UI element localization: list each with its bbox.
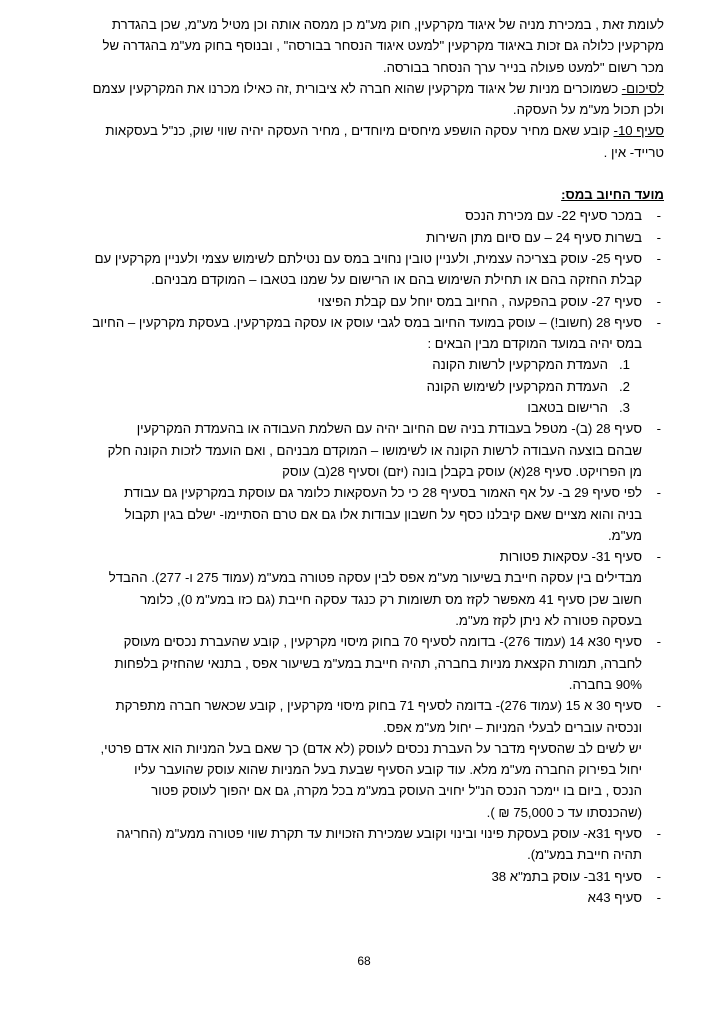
list-item: - סעיף 25- עוסק בצריכה עצמית, ולעניין טובין נחויב במס עם נטילתם לשימוש עצמי ולעניין מקרקעין עם — [64, 248, 664, 269]
text-line: חשוב שכן סעיף 41 מאפשר לקזז מס תשומות רק כנגד עסקה חייבת (גם כזו במע"מ 0), כלומר — [140, 591, 642, 607]
text-line: לחברה, תמורת הקצאת מניות בחברה, תהיה חייבת במע"מ בשיעור אפס , בתנאי שהחזיק בלפחות — [114, 655, 642, 671]
list-item-continuation: במס יהיה במועד המוקדם מבין הבאים : — [427, 336, 642, 352]
text-line: תהיה חייבת במע"מ). — [527, 847, 642, 863]
numbered-item-text: הרישום בטאבו — [527, 400, 608, 416]
text-line: 90% בחברה. — [568, 676, 642, 692]
summary-paragraph — [64, 78, 664, 99]
sub-item-31 — [64, 546, 664, 631]
text-line: מן הפרויקט. סעיף 28(א) עוסק בקבלן בונה (יזם) וסעיף 28(ב) עוסק — [282, 463, 642, 479]
text-line: שבהם בוצעה העבודה לרשות הקונה או לשימושו – המוקדם מבניהם , ואם הועמד לזכות הקונה חלק — [107, 442, 642, 458]
numbered-item — [64, 376, 664, 397]
section10-label: סעיף 10- — [613, 123, 664, 139]
text-line: - לפי סעיף 29 ב- על אף האמור בסעיף 28 כי כל העסקאות כלומר גם עוסקת במקרקעין גם עבודת — [124, 485, 642, 501]
page-content — [64, 14, 664, 908]
numbered-item — [64, 354, 664, 375]
list-item-continuation: קבלת החזקה בהם או תחילת השימוש בהם או הרישום על שמנו בטאבו – המוקדם מבניהם. — [151, 272, 642, 288]
text-line: בניה והוא מציים שאם קיבלנו כסף על חשבון עבודות אלו גם אם טרם הסתיימו- ישלם בגין תקבול — [124, 506, 642, 522]
section10-text-1: קובע שאם מחיר עסקה הושפע מיחסים מיוחדים , מחיר העסקה יהיה שווי שוק, כנ"ל בעסקאות — [105, 123, 614, 139]
numbered-item-text: העמדת המקרקעין לרשות הקונה — [432, 357, 608, 373]
text-line: בעסקה פטורה לא ניתן לקזז מע"מ. — [455, 613, 642, 629]
text-line: ונכסיה עוברים לבעלי המניות – יחול מע"מ אפס. — [383, 719, 642, 735]
text-line: - סעיף 31- עסקאות פטורות — [499, 549, 642, 565]
sub-item-28b — [64, 418, 664, 482]
intro-line-2: מקרקעין כלולה גם זכות באיגוד מקרקעין "למעט איגוד הנסחר בבורסה" , ובנוסף בחוק מע"מ בהגדרה של — [102, 38, 664, 54]
summary-text-1: כשמוכרים מניות של איגוד מקרקעין שהוא חברה לא ציבורית ,זה כאילו מכרנו את המקרקעין עצמם — [92, 80, 622, 96]
sub-item-30a15 — [64, 695, 664, 823]
sub-item-43a: - סעיף 43א — [64, 887, 664, 908]
text-line: הנכס , ביום בו יימכר הנכס הנ"ל יחויב העוסק במע"מ בכל מקרה, גם אם יהפוך לעוסק פטור — [151, 783, 642, 799]
sub-item-31b: - סעיף 31ב- עוסק בתמ"א 38 — [64, 866, 664, 887]
summary-label: לסיכום- — [621, 80, 664, 96]
numbered-item-number: 3. — [618, 400, 630, 416]
list-item: - במכר סעיף 22- עם מכירת הנכס — [64, 205, 664, 226]
text-line: יחול בפירוק החברה מע"מ מלא. עוד קובע הסעיף שבעת בעל המניות שהוא עוסק שהועבר עליו — [134, 762, 642, 778]
list-item: - בשרות סעיף 24 – עם סיום מתן השירות — [64, 227, 664, 248]
summary-text-2: ולכן תכול מע"מ על העסקה. — [512, 102, 664, 118]
page-number: 68 — [357, 954, 371, 968]
text-line: - סעיף 30 א 15 (עמוד 276)- בדומה לסעיף 71 בחוק מיסוי מקרקעין , קובע שכאשר חברה מתפרקת — [115, 698, 642, 714]
section10-text-2: טרייד- אין . — [603, 144, 664, 160]
section-heading: מועד החיוב במס: — [561, 187, 664, 203]
sub-item-31a — [64, 823, 664, 866]
numbered-item-number: 1. — [618, 357, 630, 373]
sub-item-29 — [64, 482, 664, 546]
text-line: יש לשים לב שהסעיף מדבר על העברת נכסים לעוסק (לא אדם) כך שאם בעל המניות הוא אדם פרטי, — [100, 740, 642, 756]
list-item: - סעיף 27- עוסק בהפקעה , החיוב במס יוחל עם קבלת הפיצוי — [64, 291, 664, 312]
text-line: מבדילים בין עסקה חייבת בשיעור מע"מ אפס לבין עסקה פטורה במע"מ (עמוד 275 ו- 277). ההבדל — [108, 570, 642, 586]
text-line: מע"מ. — [607, 527, 642, 543]
text-line: - סעיף 28 (ב)- מטפל בעבודת בניה שם החיוב יהיה עם השלמת העבודה או בהעמדת המקרקעין — [136, 421, 642, 437]
numbered-item — [64, 397, 664, 418]
intro-line-3: מכר רשום "למעט פעולה בנייר ערך הנסחר בבורסה. — [383, 59, 664, 75]
sub-item-30a14 — [64, 631, 664, 695]
spacer — [64, 163, 664, 184]
section10-paragraph — [64, 120, 664, 141]
text-line: (שהכנסתו עד כ 75,000 ₪ ). — [486, 804, 642, 820]
intro-line-1: לעומת זאת , במכירת מניה של איגוד מקרקעין, חוק מע"מ כן ממסה אותה וכן מטיל מע"מ, שכן בהגדרת — [111, 17, 664, 32]
text-line: - סעיף 31א- עוסק בעסקת פינוי ובינוי וקובע שמכירת הזכויות עד תקרת שווי פטורה ממע"מ (החריגה — [116, 825, 642, 841]
text-line: - סעיף 30א 14 (עמוד 276)- בדומה לסעיף 70 בחוק מיסוי מקרקעין , קובע שהעברת נכסים מעוסק — [123, 634, 642, 650]
list-item: - סעיף 28 (חשוב!) – עוסק במועד החיוב במס לגבי עוסק או עסקה במקרקעין. בעסקת מקרקעין – החיוב — [64, 312, 664, 333]
numbered-item-text: העמדת המקרקעין לשימוש הקונה — [426, 378, 608, 394]
numbered-item-number: 2. — [618, 378, 630, 394]
